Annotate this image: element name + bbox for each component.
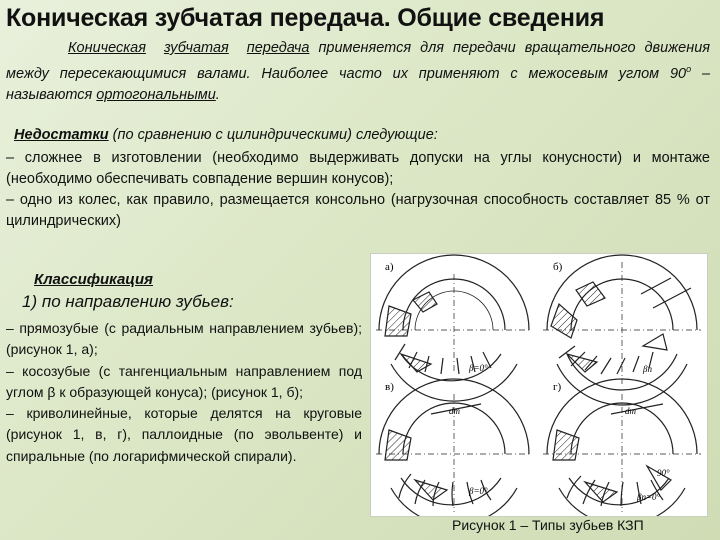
classification-item: – криволинейные, которые делятся на круговые (рисунок 1, в, г), паллоидные (по эвольвенте) и спиральные (по логарифмической спирали).: [6, 405, 362, 464]
gear-teeth-figure: [370, 253, 708, 517]
label-v: в): [385, 381, 394, 393]
beta-n0-label: βn=0°: [637, 492, 661, 502]
angle-90-label: 90°: [657, 468, 670, 478]
figure-caption: Рисунок 1 – Типы зубьев КЗП: [452, 517, 644, 533]
intro-term-2: зубчатая: [163, 40, 229, 56]
flaw-item: – сложнее в изготовлении (необходимо выдерживать допуски на углы конусности) и монтаже (необходимо обеспечивать совпадение вершин конусов);: [6, 150, 710, 187]
dm-label-g: dm: [625, 406, 636, 416]
panel-v-circular-teeth: [376, 379, 531, 516]
classification-heading: Классификация: [34, 271, 153, 288]
intro-text: применяется для передачи вращательного движения между пересекающимися валами. Наиболее часто их применяют с межосевым углом 90: [6, 40, 711, 82]
classification-item: – косозубые (с тангенциальным направлением под углом β к образующей конуса); (рисунок 1, б);: [6, 362, 362, 400]
intro-paragraph: [6, 38, 710, 106]
gear-teeth-drawing: [371, 254, 707, 516]
label-g: г): [553, 381, 562, 393]
beta-zero-label: β=0°: [469, 363, 488, 373]
label-b: б): [553, 261, 563, 273]
classification-list: [6, 318, 362, 467]
classification-subheading: 1) по направлению зубьев:: [22, 292, 234, 311]
flaws-heading-rest: (по сравнению с цилиндрическими) следующие:: [108, 127, 438, 143]
flaws-list: [6, 148, 710, 232]
intro-text-2: – называются: [6, 65, 711, 103]
beta-n-label: βп: [643, 364, 652, 374]
classification-item: – прямозубые (с радиальным направлением зубьев); (рисунок 1, а);: [6, 320, 362, 358]
dm-label-v: dm: [449, 406, 460, 416]
flaw-item: – одно из колес, как правило, размещается консольно (нагрузочная способность составляет 85 % от цилиндрических): [6, 192, 710, 229]
slide-title: Коническая зубчатая передача. Общие сведения: [6, 4, 605, 32]
intro-term-1: Коническая: [68, 40, 146, 56]
degree-sign: о: [686, 64, 692, 74]
panel-g-curved-teeth: [543, 379, 701, 516]
flaws-heading-title: Недостатки: [14, 127, 109, 143]
label-a: а): [385, 261, 394, 273]
panel-b-helical-teeth: [543, 255, 701, 405]
beta-zero-label-v: β=0°: [469, 486, 488, 496]
intro-term-orthogonal: ортогональными: [96, 86, 216, 103]
intro-term-3: передача: [246, 40, 310, 56]
flaws-heading: [14, 125, 714, 146]
intro-end: .: [215, 86, 220, 103]
